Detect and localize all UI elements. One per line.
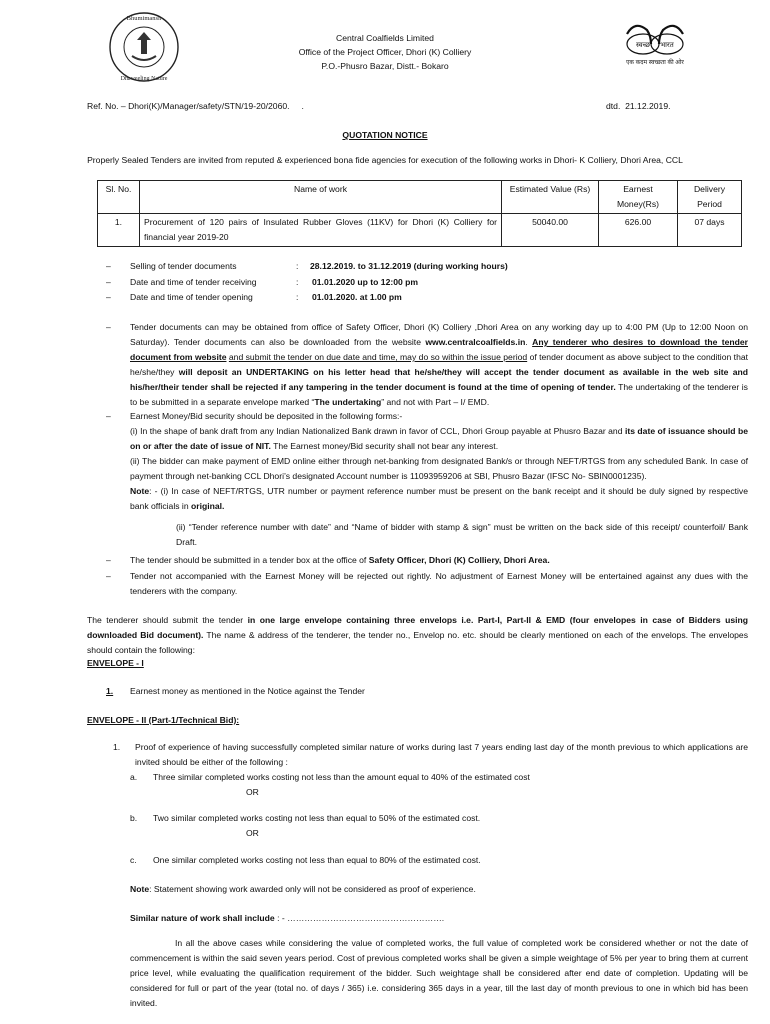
reference-number: Ref. No. – Dhori(K)/Manager/safety/STN/19-20/2060. . xyxy=(87,101,304,111)
header-sl: Sl. No. xyxy=(98,181,140,214)
header-value: Estimated Value (Rs) xyxy=(502,181,599,214)
ccl-logo xyxy=(97,10,191,84)
schedule-label: Selling of tender documents xyxy=(130,261,237,271)
org-name: Central Coalfields Limited xyxy=(336,33,434,43)
earnest-money-rule: Tender not accompanied with the Earnest Money will be rejected out rightly. No adjustment of Earnest Money will be entertained against any dues with the tenderers with the company. xyxy=(130,571,748,596)
schedule-label: Date and time of tender opening xyxy=(130,292,253,302)
table-row xyxy=(98,214,742,247)
envelopes-paragraph: The tenderer should submit the tender in one large envelope containing three envelops i.e. Part-I, Part-II & EMD (four envelopes in case of Bidders using downloaded Bid document). The name & address of the tenderer, the tender no., Envelop no. etc. should be clearly mentioned on each of the envelops. The envelopes should contain the following: xyxy=(87,615,748,655)
submission-paragraph: The tender should be submitted in a tender box at the office of Safety Officer, Dhori (K) Colliery, Dhori Area. xyxy=(130,555,550,565)
swachh-bharat-logo xyxy=(613,18,697,70)
tender-documents-paragraph: Tender documents can may be obtained from office of Safety Officer, Dhori (K) Colliery ,Dhori Area on any working day up to 4:00 PM (Up to 12:00 Noon on Saturday). Tender documents can also be downloaded from the website www.centralcoalfields.in. Any tenderer who desires to download the tender document from website and submit the tender on due date and time, may do so within the issue period of tender document as above subject to the condition that he/she/they will deposit an UNDERTAKING on his letter head that he/she/they will accept the tender document as available in the web site and his/her/their tender shall be rejected if any tampering in the tender document is found at the time of opening of tender. The undertaking of the tenderer is to be submitted in a separate envelope marked “The undertaking” and not with Part – I/ EMD. xyxy=(130,322,749,407)
office-name: Office of the Project Officer, Dhori (K) Colliery xyxy=(298,47,472,57)
svg-text:स्वच्छ: स्वच्छ xyxy=(635,42,651,49)
intro-text: Properly Sealed Tenders are invited from reputed & experienced bona fide agencies for execution of the following works in Dhori- K Colliery, Dhori Area, CCL xyxy=(87,155,683,165)
office-address: P.O.-Phusro Bazar, Distt.- Bokaro xyxy=(321,61,449,71)
cell-value: 50040.00 xyxy=(502,214,599,247)
criteria-c: One similar completed works costing not less than equal to 80% of the estimated cost. xyxy=(153,855,481,865)
schedule-value: 01.01.2020 up to 12:00 pm xyxy=(312,277,419,287)
schedule-value: 01.01.2020. at 1.00 pm xyxy=(312,292,402,302)
emd-paragraph: Earnest Money/Bid security should be deposited in the following forms:- (i) In the shape of bank draft from any Indian Nationalized Bank drawn in favor of CCL, Dhori Group payable at Phusro Bazar and its date of issuance should be on or after the date of issue of NIT. The Earnest money/Bid security shall not bear any interest. (ii) The bidder can make payment of EMD online either through net-banking from designated Bank/s or through NEFT/RTGS from any scheduled Bank. In case of payment through net-banking CCL Dhori’s designated Account number is 11093959206 at SBI, Phusro Bazar (IFSC No- SBIN0001235). Note: - (i) In case of NEFT/RTGS, UTR number or payment reference number must be present on the bank receipt and it should be duly signed by respective bank officials in original. (ii) “Tender reference number with date” and “Name of bidder with stamp & sign” must be written on the back side of this receipt/ counterfoil/ Bank Draft. xyxy=(130,411,748,547)
header-work: Name of work xyxy=(140,181,502,214)
valuation-paragraph: In all the above cases while considering the value of completed works, the full value of completed work be considered whether or not the date of commencement is within the said seven years period. Cost of previous completed works shall be given a simple weightage of 5% per year to bring them at current price level, while evaluating the qualification requirement of the bidder. Such weightage shall be considered after end date of completion. Updating will be considered for full or part of the year (total no. of days / 365) i.e. considering 365 days in a year, till the last day of month previous to one in which bid has been invited. xyxy=(130,938,748,1008)
svg-text:एक कदम स्वच्छता की ओर: एक कदम स्वच्छता की ओर xyxy=(626,60,684,66)
page-title: QUOTATION NOTICE xyxy=(342,130,428,140)
cell-work: Procurement of 120 pairs of Insulated Rubber Gloves (11KV) for Dhori (K) Colliery for financial year 2019-20 xyxy=(140,214,502,247)
envelope-1-title: ENVELOPE - I xyxy=(87,658,144,668)
schedule-value: 28.12.2019. to 31.12.2019 (during working hours) xyxy=(310,261,508,271)
criteria-a: Three similar completed works costing not less than the amount equal to 40% of the estimated cost xyxy=(153,772,530,782)
cell-period: 07 days xyxy=(678,214,742,247)
schedule-label: Date and time of tender receiving xyxy=(130,277,257,287)
similar-nature: Similar nature of work shall include : - ………………………………………………. xyxy=(130,913,445,923)
header-emd: Earnest Money(Rs) xyxy=(599,181,678,214)
envelope-1-item: Earnest money as mentioned in the Notice against the Tender xyxy=(130,686,365,696)
reference-date: dtd. 21.12.2019. xyxy=(606,101,671,111)
cell-sl: 1. xyxy=(98,214,140,247)
svg-text:Dhaweeling Nature: Dhaweeling Nature xyxy=(120,76,168,82)
experience-note: Note: Statement showing work awarded only will not be considered as proof of experience. xyxy=(130,884,476,894)
svg-text:Bhumimansh: Bhumimansh xyxy=(126,15,162,22)
cell-emd: 626.00 xyxy=(599,214,678,247)
criteria-b: Two similar completed works costing not less than equal to 50% of the estimated cost. xyxy=(153,813,481,823)
experience-requirement: Proof of experience of having successfully completed similar nature of works during last 7 years ending last day of the month previous to which applications are invited should be either of the following : xyxy=(135,742,748,767)
table-header-row xyxy=(98,181,742,214)
tender-table xyxy=(97,180,742,247)
letterhead xyxy=(250,31,520,73)
svg-text:भारत: भारत xyxy=(660,42,674,49)
envelope-2-title: ENVELOPE - II (Part-1/Technical Bid): xyxy=(87,715,240,725)
header-period: Delivery Period xyxy=(678,181,742,214)
